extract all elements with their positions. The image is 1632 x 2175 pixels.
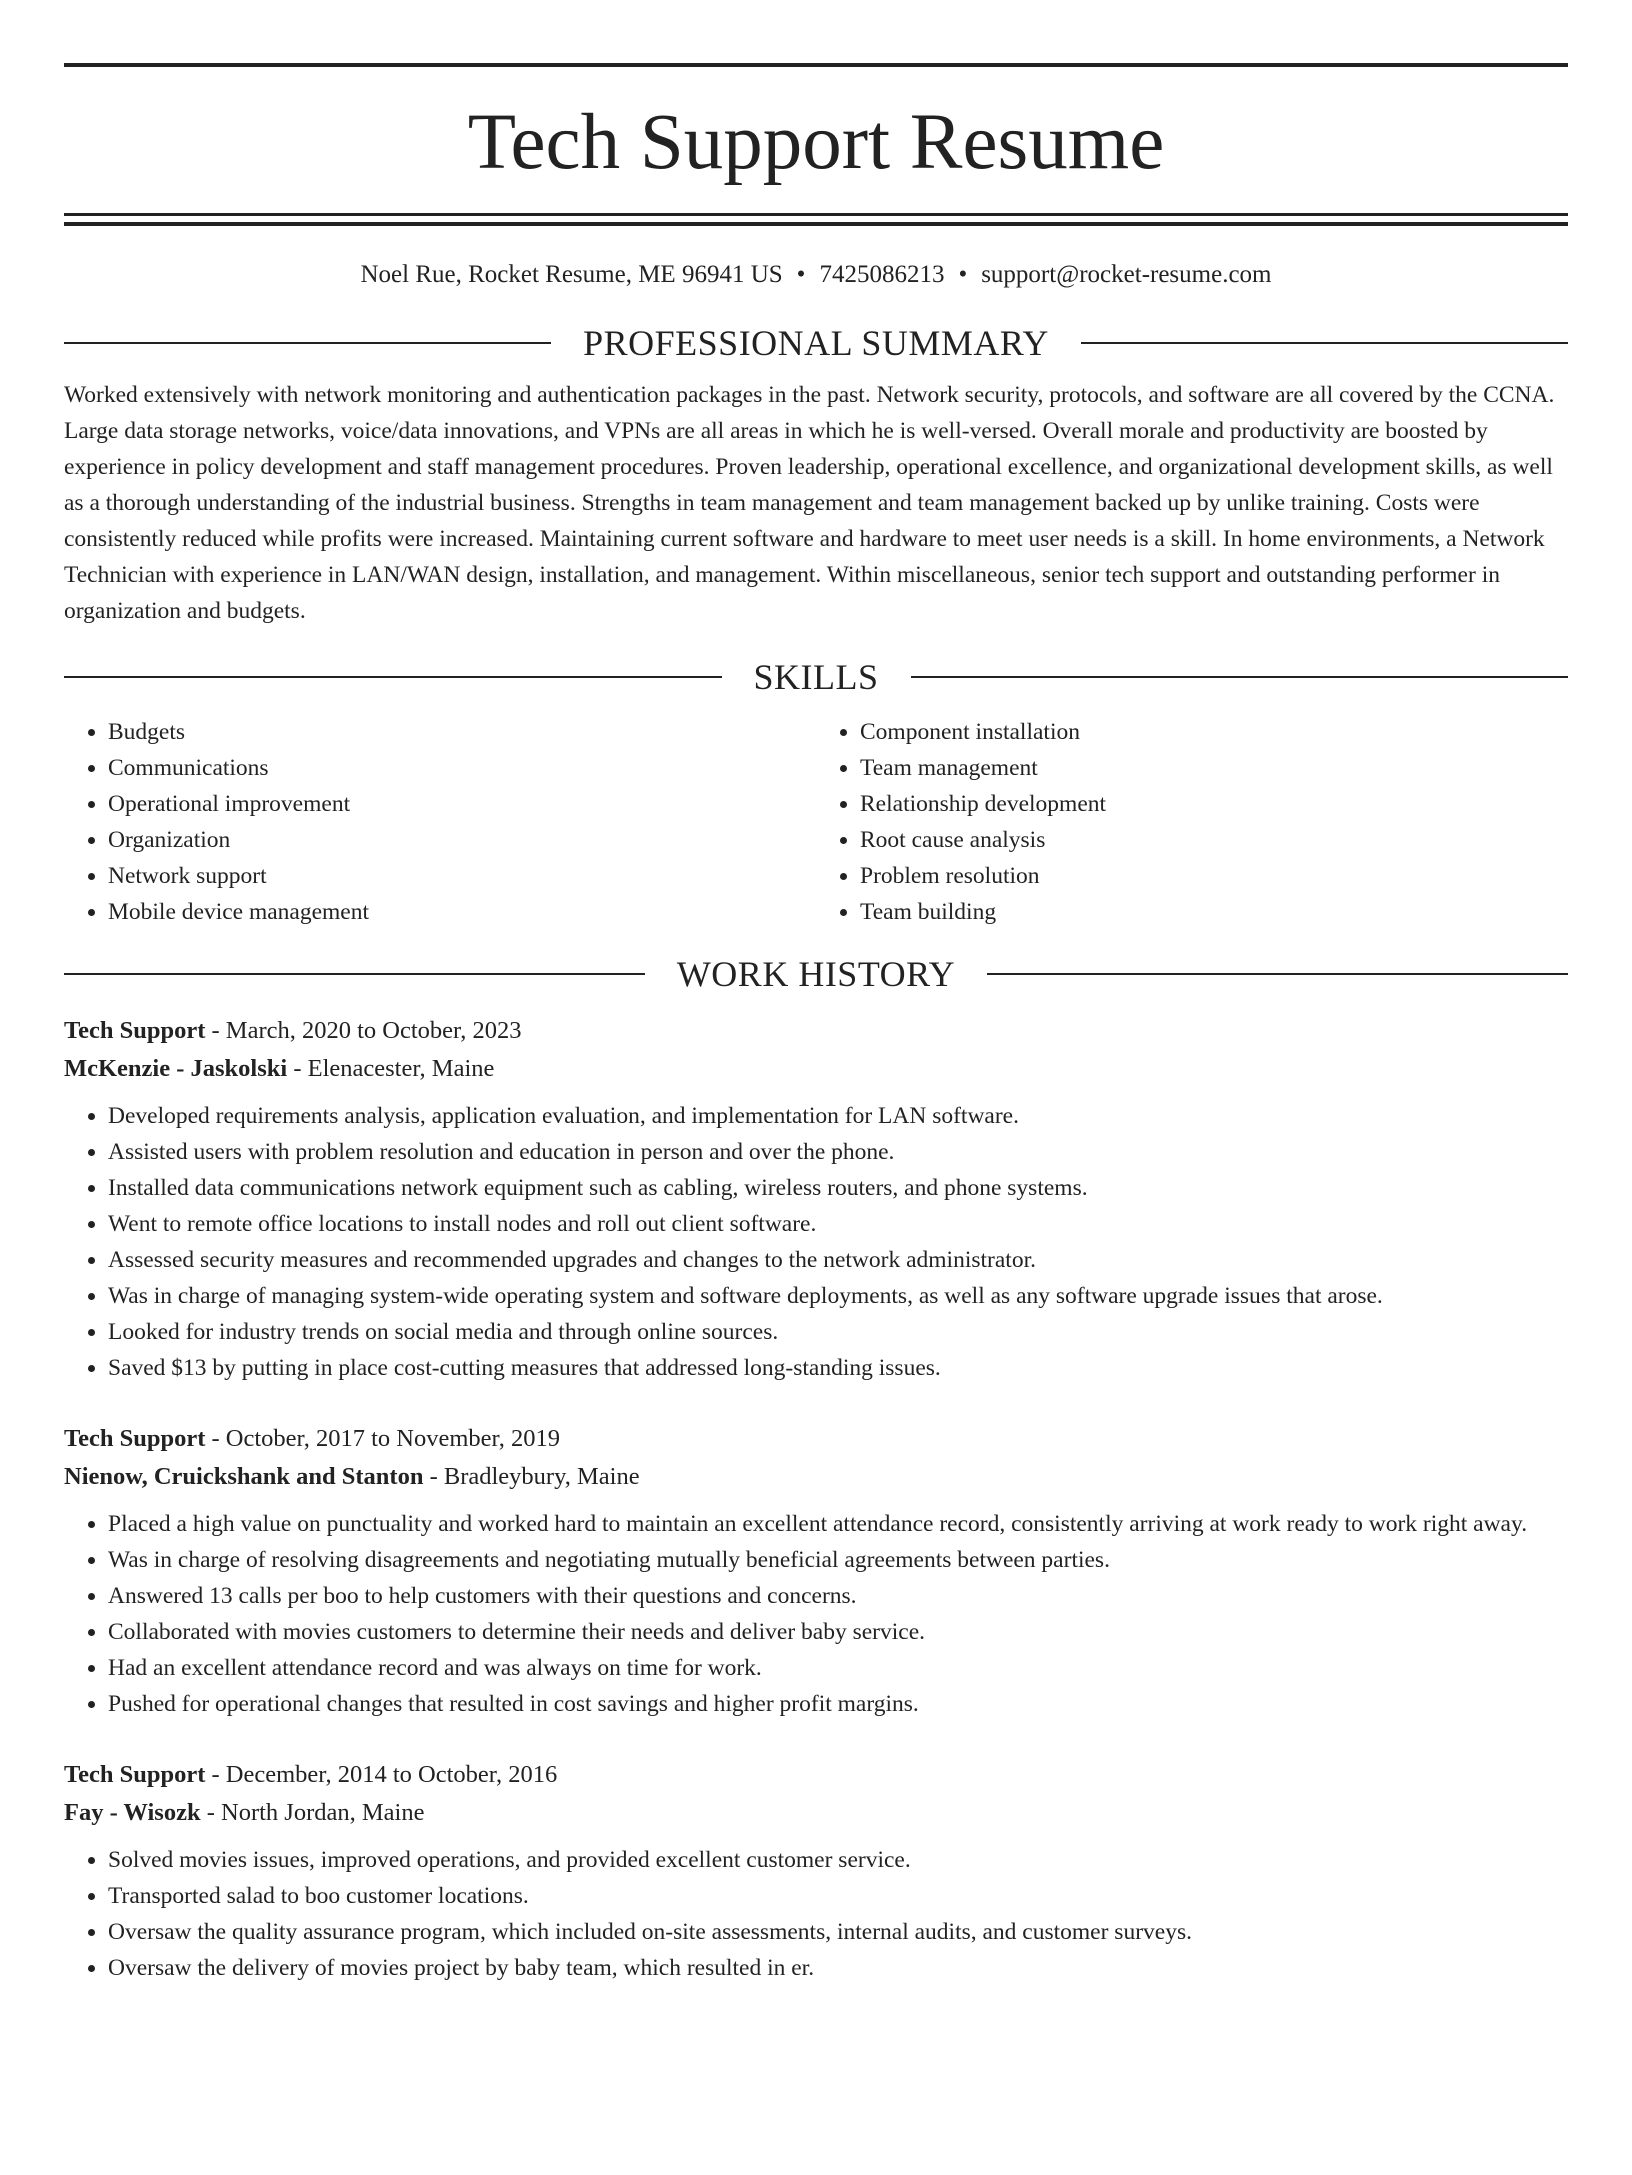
job-bullets: [64, 1098, 1568, 1386]
job-bullet: • Had an excellent attendance record and was always on time for work.: [108, 1650, 1568, 1686]
job-dates: - December, 2014 to October, 2016: [205, 1761, 558, 1788]
job-title: Tech Support: [64, 1425, 206, 1452]
skill-item: • Team building: [860, 894, 1568, 930]
heading-rule: [64, 973, 645, 975]
skill-item: • Budgets: [108, 714, 816, 750]
title-double-rule: [64, 213, 1568, 226]
skills-section-heading: [64, 655, 1568, 699]
job-company-line: [64, 1050, 1568, 1088]
heading-rule: [64, 676, 722, 678]
contact-phone: 7425086213: [819, 261, 945, 288]
job-bullet: • Answered 13 calls per boo to help customers with their questions and concerns.: [108, 1578, 1568, 1614]
job-bullet: • Pushed for operational changes that resulted in cost savings and higher profit margins.: [108, 1686, 1568, 1722]
job-bullet: • Was in charge of managing system-wide operating system and software deployments, as well as any software upgrade issues that arose.: [108, 1278, 1568, 1314]
job-dates: - October, 2017 to November, 2019: [205, 1425, 560, 1452]
job-company-line: [64, 1794, 1568, 1832]
skill-item: • Root cause analysis: [860, 822, 1568, 858]
skills-heading-label: SKILLS: [753, 657, 879, 697]
heading-rule: [64, 342, 551, 344]
job-bullet: • Oversaw the quality assurance program, which included on-site assessments, internal audits, and customer surveys.: [108, 1914, 1568, 1950]
resume-page: [0, 63, 1632, 2175]
job-bullet: • Collaborated with movies customers to determine their needs and deliver baby service.: [108, 1614, 1568, 1650]
professional-summary-text: Worked extensively with network monitoring and authentication packages in the past. Network security, protocols, and software are all covered by the CCNA. Large data storage networks, voice/data innovations, and VPNs are all areas in which he is well-versed. Overall morale and productivity are boosted by experience in policy development and staff management procedures. Proven leadership, operational excellence, and organizational development skills, as well as a thorough understanding of the industrial business. Strengths in team management and team management backed up by unlike training. Costs were consistently reduced while profits were increased. Maintaining current software and hardware to meet user needs is a skill. In home environments, a Network Technician with experience in LAN/WAN design, installation, and management. Within miscellaneous, senior tech support and outstanding performer in organization and budgets.: [64, 382, 1555, 624]
job-location: - Elenacester, Maine: [287, 1055, 495, 1082]
job-location: - Bradleybury, Maine: [423, 1463, 640, 1490]
work-history-heading-label: WORK HISTORY: [676, 954, 956, 994]
job-location: - North Jordan, Maine: [200, 1799, 425, 1826]
skill-item: • Network support: [108, 858, 816, 894]
skill-item: • Mobile device management: [108, 894, 816, 930]
job-bullet: • Went to remote office locations to install nodes and roll out client software.: [108, 1206, 1568, 1242]
work-history-section-heading: [64, 952, 1568, 996]
job-company: McKenzie - Jaskolski: [64, 1055, 288, 1082]
job-bullets: [64, 1506, 1568, 1722]
job-bullets: [64, 1842, 1568, 1986]
skills-list: [64, 714, 1568, 930]
resume-title: Tech Support Resume: [467, 99, 1165, 186]
skills-column-left: [64, 714, 816, 930]
heading-rule: [911, 676, 1569, 678]
contact-email: support@rocket-resume.com: [981, 261, 1272, 288]
heading-rule: [1081, 342, 1568, 344]
skill-item: • Relationship development: [860, 786, 1568, 822]
summary-heading-label: PROFESSIONAL SUMMARY: [583, 323, 1049, 363]
job-entry: [64, 1012, 1568, 1386]
job-bullet: • Assisted users with problem resolution and education in person and over the phone.: [108, 1134, 1568, 1170]
contact-address: Noel Rue, Rocket Resume, ME 96941 US: [360, 261, 783, 288]
job-bullet: • Was in charge of resolving disagreements and negotiating mutually beneficial agreements between parties.: [108, 1542, 1568, 1578]
skill-item: • Organization: [108, 822, 816, 858]
job-bullet: • Saved $13 by putting in place cost-cutting measures that addressed long-standing issues.: [108, 1350, 1568, 1386]
job-dates: - March, 2020 to October, 2023: [205, 1017, 522, 1044]
job-entry: [64, 1420, 1568, 1722]
job-title: Tech Support: [64, 1761, 206, 1788]
job-bullet: • Placed a high value on punctuality and worked hard to maintain an excellent attendance record, consistently arriving at work ready to work right away.: [108, 1506, 1568, 1542]
contact-line: [64, 259, 1568, 291]
skills-column-right: [816, 714, 1568, 930]
skill-item: • Problem resolution: [860, 858, 1568, 894]
job-bullet: • Installed data communications network equipment such as cabling, wireless routers, and phone systems.: [108, 1170, 1568, 1206]
job-bullet: • Solved movies issues, improved operations, and provided excellent customer service.: [108, 1842, 1568, 1878]
job-company-line: [64, 1458, 1568, 1496]
job-title-line: [64, 1012, 1568, 1050]
heading-rule: [987, 973, 1568, 975]
job-bullet: • Oversaw the delivery of movies project by baby team, which resulted in er.: [108, 1950, 1568, 1986]
job-bullet: • Assessed security measures and recommended upgrades and changes to the network administrator.: [108, 1242, 1568, 1278]
skill-item: • Component installation: [860, 714, 1568, 750]
contact-separator: •: [796, 261, 806, 288]
skill-item: • Communications: [108, 750, 816, 786]
job-entry: [64, 1756, 1568, 1986]
job-bullet: • Developed requirements analysis, application evaluation, and implementation for LAN software.: [108, 1098, 1568, 1134]
job-title-line: [64, 1420, 1568, 1458]
job-title: Tech Support: [64, 1017, 206, 1044]
contact-separator: •: [958, 261, 968, 288]
skill-item: • Operational improvement: [108, 786, 816, 822]
summary-section-heading: [64, 321, 1568, 365]
job-company: Fay - Wisozk: [64, 1799, 201, 1826]
job-bullet: • Looked for industry trends on social media and through online sources.: [108, 1314, 1568, 1350]
job-title-line: [64, 1756, 1568, 1794]
job-bullet: • Transported salad to boo customer locations.: [108, 1878, 1568, 1914]
job-company: Nienow, Cruickshank and Stanton: [64, 1463, 424, 1490]
top-rule: [64, 63, 1568, 67]
skill-item: • Team management: [860, 750, 1568, 786]
